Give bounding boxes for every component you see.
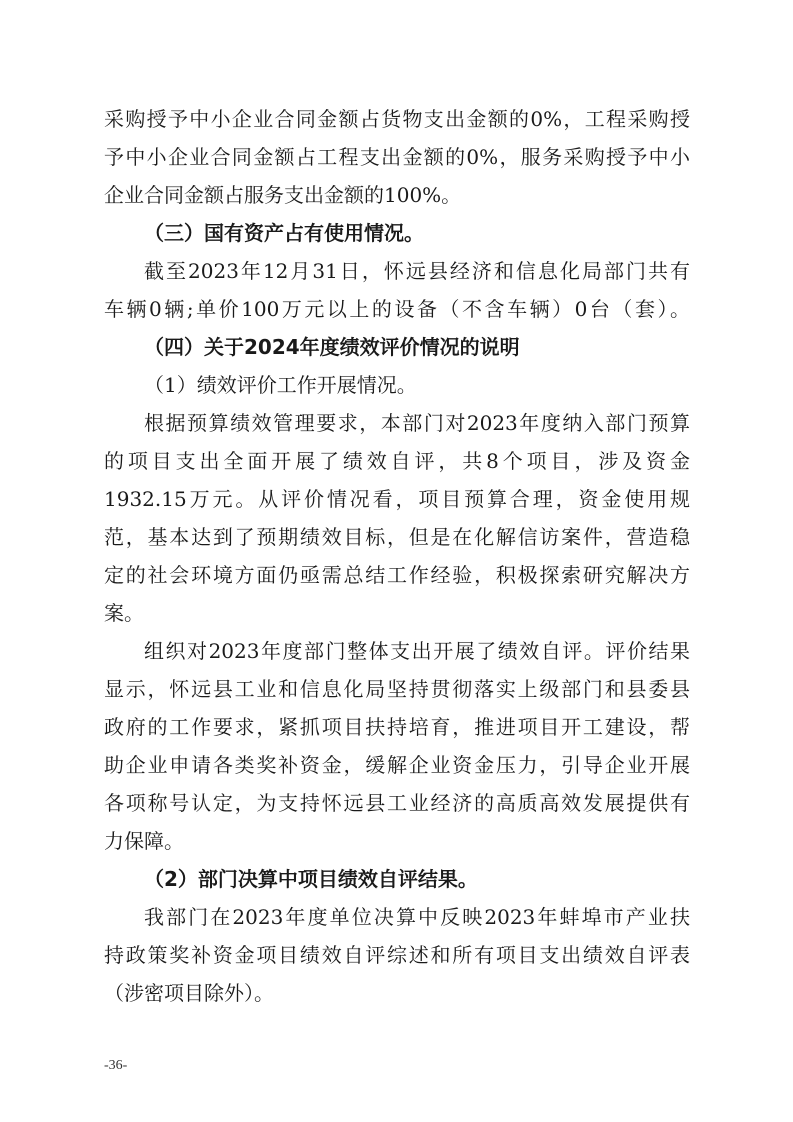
section-heading: （三）国有资产占有使用情况。	[144, 221, 424, 245]
paragraph-line: 1932.15万元。从评价情况看，项目预算合理，资金使用规	[104, 487, 690, 511]
paragraph-last-line: 企业合同金额占服务支出金额的100%。	[104, 183, 462, 207]
document-body	[104, 100, 690, 1012]
paragraph-line: 持政策奖补资金项目绩效自评综述和所有项目支出绩效自评表	[104, 943, 690, 967]
paragraph-first-line: 我部门在2023年度单位决算中反映2023年蚌埠市产业扶	[144, 905, 690, 929]
paragraph-line: 定的社会环境方面仍亟需总结工作经验，积极探索研究解决方	[104, 563, 690, 587]
paragraph-line: 各项称号认定，为支持怀远县工业经济的高质高效发展提供有	[104, 791, 690, 815]
paragraph-first-line: 组织对2023年度部门整体支出开展了绩效自评。评价结果	[144, 639, 690, 663]
paragraph-line: 予中小企业合同金额占工程支出金额的0%，服务采购授予中小	[104, 145, 690, 169]
paragraph-line: 车辆0辆;单价100万元以上的设备（不含车辆）0台（套）。	[104, 297, 690, 321]
paragraph-line: 范，基本达到了预期绩效目标，但是在化解信访案件，营造稳	[104, 525, 690, 549]
page-number: -36-	[104, 1058, 128, 1073]
paragraph-last-line: 力保障。	[104, 829, 184, 853]
paragraph-line: 显示，怀远县工业和信息化局坚持贯彻落实上级部门和县委县	[104, 677, 690, 701]
paragraph-first-line: （1）绩效评价工作开展情况。	[144, 373, 417, 397]
paragraph-line: 的项目支出全面开展了绩效自评，共8个项目，涉及资金	[104, 449, 690, 473]
section-heading: （2）部门决算中项目绩效自评结果。	[144, 867, 478, 891]
section-heading: （四）关于2024年度绩效评价情况的说明	[144, 335, 520, 359]
paragraph-last-line: （涉密项目除外）。	[104, 981, 274, 1005]
paragraph-line: 助企业申请各类奖补资金，缓解企业资金压力，引导企业开展	[104, 753, 690, 777]
paragraph-line: 政府的工作要求，紧抓项目扶持培育，推进项目开工建设，帮	[104, 715, 690, 739]
paragraph-first-line: 截至2023年12月31日，怀远县经济和信息化局部门共有	[144, 259, 690, 283]
paragraph-last-line: 案。	[104, 601, 144, 625]
paragraph-first-line: 根据预算绩效管理要求，本部门对2023年度纳入部门预算	[144, 411, 690, 435]
paragraph-line: 采购授予中小企业合同金额占货物支出金额的0%，工程采购授	[104, 107, 690, 131]
